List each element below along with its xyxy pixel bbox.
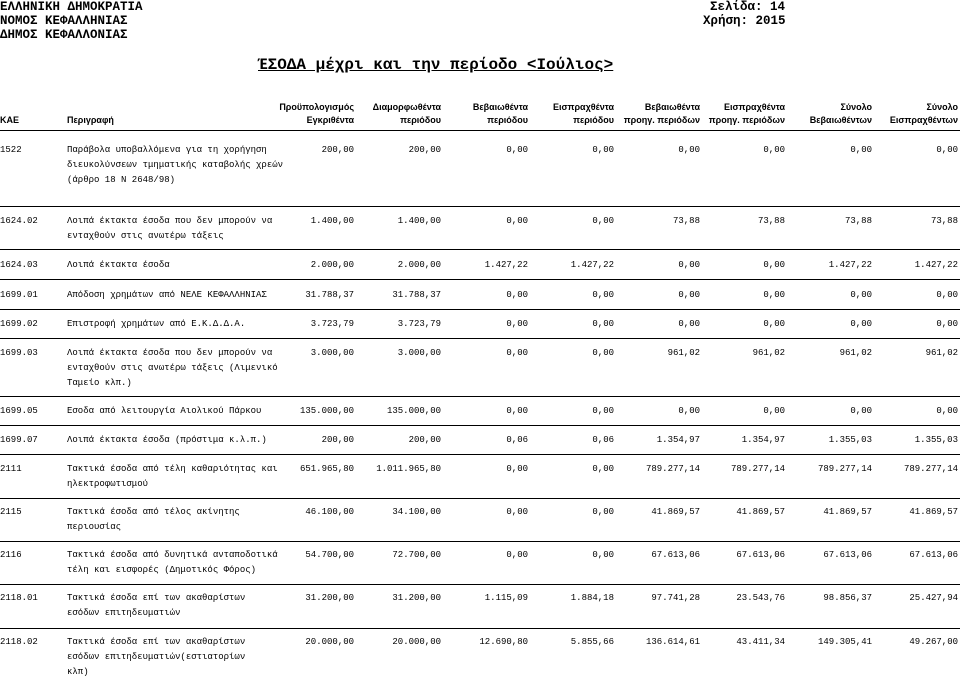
row-kae: 2118.02 [0,637,38,647]
col-header-description: Περιγραφή [67,115,114,125]
cell-budget: 20.000,00 [305,637,354,647]
cell-total-collected: 49.267,00 [909,637,958,647]
cell-total-collected: 0,00 [936,145,958,155]
row-description: Εσοδα από λειτουργία Αιολικού Πάρκου [67,406,262,416]
row-description: Τακτικά έσοδα από τέλη καθαριότητας και ηλεκτροφωτισμού [67,464,278,489]
row-kae: 2118.01 [0,593,38,603]
cell-prev-collected: 73,88 [757,216,785,226]
cell-prev-certified: 789.277,14 [645,464,700,474]
cell-certified: 0,00 [506,348,528,358]
cell-collected: 0,00 [592,145,614,155]
row-separator [0,396,960,397]
cell-prev-collected: 23.543,76 [736,593,785,603]
cell-total-certified: 73,88 [844,216,872,226]
col-header-prev-certified-l2: προηγ. περιόδων [623,115,700,125]
cell-total-collected: 789.277,14 [903,464,958,474]
row-separator [0,309,960,310]
row-separator [0,338,960,339]
cell-budget: 54.700,00 [305,550,354,560]
cell-revised: 2.000,00 [397,260,441,270]
col-header-prev-certified-l1: Βεβαιωθέντα [644,102,700,112]
header-municipality: ΔΗΜΟΣ ΚΕΦΑΛΛΟΝΙΑΣ [0,28,128,42]
cell-prev-certified: 961,02 [667,348,700,358]
row-description: Λοιπά έκτακτα έσοδα που δεν μπορούν να ενταχθούν στις ανωτέρω τάξεις [67,216,273,241]
cell-prev-certified: 97.741,28 [651,593,700,603]
cell-collected: 0,00 [592,319,614,329]
cell-budget: 651.965,80 [299,464,354,474]
cell-prev-certified: 67.613,06 [651,550,700,560]
row-separator [0,584,960,585]
cell-collected: 0,00 [592,550,614,560]
cell-collected: 0,00 [592,464,614,474]
col-header-total-collected-l1: Σύνολο [926,102,958,112]
row-separator [0,279,960,280]
cell-collected: 0,00 [592,507,614,517]
col-header-collected-l1: Εισπραχθέντα [552,102,614,112]
cell-revised: 34.100,00 [392,507,441,517]
row-kae: 1624.02 [0,216,38,226]
row-kae: 1699.02 [0,319,38,329]
cell-total-collected: 1.355,03 [914,435,958,445]
cell-revised: 3.723,79 [397,319,441,329]
cell-certified: 1.115,09 [484,593,528,603]
row-kae: 1699.07 [0,435,38,445]
cell-prev-collected: 789.277,14 [730,464,785,474]
cell-budget: 31.788,37 [305,290,354,300]
cell-prev-certified: 136.614,61 [645,637,700,647]
cell-certified: 0,00 [506,464,528,474]
col-header-prev-collected-l1: Εισπραχθέντα [723,102,785,112]
row-separator [0,541,960,542]
row-description: Λοιπά έκτακτα έσοδα που δεν μπορούν να ενταχθούν στις ανωτέρω τάξεις (Λιμενικό Ταμείο κλπ.) [67,348,278,388]
cell-certified: 0,00 [506,145,528,155]
cell-total-collected: 0,00 [936,290,958,300]
fiscal-year: Χρήση: 2015 [703,14,786,28]
cell-collected: 0,00 [592,348,614,358]
row-kae: 1699.05 [0,406,38,416]
cell-collected: 5.855,66 [570,637,614,647]
cell-total-certified: 0,00 [850,319,872,329]
cell-total-collected: 1.427,22 [914,260,958,270]
cell-prev-collected: 0,00 [763,145,785,155]
cell-prev-collected: 0,00 [763,290,785,300]
cell-revised: 72.700,00 [392,550,441,560]
col-header-prev-collected-l2: προηγ. περιόδων [708,115,785,125]
col-header-budget-l2: Εγκριθέντα [306,115,354,125]
cell-budget: 200,00 [321,435,354,445]
cell-prev-certified: 0,00 [678,406,700,416]
row-kae: 2111 [0,464,22,474]
cell-revised: 20.000,00 [392,637,441,647]
cell-total-certified: 0,00 [850,145,872,155]
cell-total-certified: 789.277,14 [817,464,872,474]
cell-prev-certified: 0,00 [678,145,700,155]
cell-prev-certified: 0,00 [678,319,700,329]
cell-certified: 0,00 [506,319,528,329]
cell-collected: 0,00 [592,216,614,226]
cell-prev-collected: 67.613,06 [736,550,785,560]
cell-prev-collected: 0,00 [763,406,785,416]
cell-total-certified: 1.355,03 [828,435,872,445]
row-kae: 1522 [0,145,22,155]
cell-revised: 31.788,37 [392,290,441,300]
cell-budget: 31.200,00 [305,593,354,603]
cell-revised: 1.011.965,80 [376,464,441,474]
cell-prev-collected: 0,00 [763,319,785,329]
row-separator [0,628,960,629]
row-description: Τακτικά έσοδα επί των ακαθαρίστων εσόδων επιτηδευματιών(εστιατορίων κλπ) [67,637,246,677]
cell-budget: 3.723,79 [310,319,354,329]
col-header-revised-l1: Διαμορφωθέντα [372,102,441,112]
cell-prev-certified: 1.354,97 [656,435,700,445]
header-prefecture: ΝΟΜΟΣ ΚΕΦΑΛΛΗΝΙΑΣ [0,14,128,28]
col-header-certified-l2: περιόδου [487,115,528,125]
cell-prev-collected: 1.354,97 [741,435,785,445]
cell-total-certified: 0,00 [850,290,872,300]
cell-prev-certified: 73,88 [672,216,700,226]
cell-prev-collected: 43.411,34 [736,637,785,647]
cell-collected: 1.427,22 [570,260,614,270]
cell-collected: 1.884,18 [570,593,614,603]
cell-certified: 1.427,22 [484,260,528,270]
cell-budget: 135.000,00 [299,406,354,416]
col-header-certified-l1: Βεβαιωθέντα [472,102,528,112]
row-description: Τακτικά έσοδα επί των ακαθαρίστων εσόδων επιτηδευματιών [67,593,246,618]
row-description: Λοιπά έκτακτα έσοδα (πρόστιμα κ.λ.π.) [67,435,267,445]
row-separator [0,454,960,455]
col-header-revised-l2: περιόδου [400,115,441,125]
row-kae: 1699.03 [0,348,38,358]
row-description: Απόδοση χρημάτων από ΝΕΛΕ ΚΕΦΑΛΛΗΝΙΑΣ [67,290,267,300]
cell-revised: 135.000,00 [386,406,441,416]
cell-total-collected: 961,02 [925,348,958,358]
cell-budget: 200,00 [321,145,354,155]
report-title: ΈΣΟΔΑ μέχρι και την περίοδο <Ιούλιος> [258,56,614,74]
cell-prev-certified: 0,00 [678,260,700,270]
cell-total-certified: 41.869,57 [823,507,872,517]
row-kae: 2116 [0,550,22,560]
cell-certified: 0,00 [506,406,528,416]
cell-prev-collected: 0,00 [763,260,785,270]
col-header-collected-l2: περιόδου [573,115,614,125]
cell-total-collected: 41.869,57 [909,507,958,517]
row-description: Τακτικά έσοδα από δυνητικά ανταποδοτικά τέλη και εισφορές (Δημοτικός Φόρος) [67,550,278,575]
row-separator [0,249,960,250]
header-country: ΕΛΛΗΝΙΚΗ ΔΗΜΟΚΡΑΤΙΑ [0,0,143,14]
cell-budget: 3.000,00 [310,348,354,358]
cell-total-collected: 73,88 [930,216,958,226]
cell-total-certified: 98.856,37 [823,593,872,603]
row-description: Τακτικά έσοδα από τέλος ακίνητης περιουσίας [67,507,240,532]
cell-revised: 31.200,00 [392,593,441,603]
row-kae: 1699.01 [0,290,38,300]
cell-certified: 0,06 [506,435,528,445]
col-header-kae: ΚΑΕ [0,115,20,125]
cell-certified: 0,00 [506,216,528,226]
col-header-total-certified-l1: Σύνολο [840,102,872,112]
cell-revised: 200,00 [408,435,441,445]
header-rule [0,130,960,131]
cell-total-certified: 149.305,41 [817,637,872,647]
cell-budget: 46.100,00 [305,507,354,517]
col-header-budget-l1: Προϋπολογισμός [279,102,354,112]
cell-total-collected: 25.427,94 [909,593,958,603]
cell-budget: 2.000,00 [310,260,354,270]
row-separator [0,498,960,499]
row-kae: 2115 [0,507,22,517]
cell-total-certified: 0,00 [850,406,872,416]
cell-total-collected: 0,00 [936,406,958,416]
row-separator [0,206,960,207]
page-number: Σελίδα: 14 [710,0,786,14]
cell-revised: 3.000,00 [397,348,441,358]
cell-total-collected: 67.613,06 [909,550,958,560]
cell-budget: 1.400,00 [310,216,354,226]
row-separator [0,425,960,426]
cell-total-certified: 67.613,06 [823,550,872,560]
row-description: Επιστροφή χρημάτων από Ε.Κ.Δ.Δ.Α. [67,319,246,329]
row-kae: 1624.03 [0,260,38,270]
cell-total-certified: 1.427,22 [828,260,872,270]
cell-prev-certified: 41.869,57 [651,507,700,517]
cell-revised: 1.400,00 [397,216,441,226]
cell-revised: 200,00 [408,145,441,155]
cell-collected: 0,00 [592,290,614,300]
cell-prev-collected: 961,02 [752,348,785,358]
cell-certified: 0,00 [506,507,528,517]
cell-prev-certified: 0,00 [678,290,700,300]
cell-certified: 0,00 [506,550,528,560]
row-description: Λοιπά έκτακτα έσοδα [67,260,170,270]
cell-total-certified: 961,02 [839,348,872,358]
col-header-total-collected-l2: Εισπραχθέντων [889,115,958,125]
cell-certified: 12.690,80 [479,637,528,647]
row-description: Παράβολα υποβαλλόμενα για τη χορήγηση διευκολύνσεων τμηματικής καταβολής χρεών (άρθρο 18 Ν 2648/98) [67,145,284,185]
cell-certified: 0,00 [506,290,528,300]
cell-collected: 0,06 [592,435,614,445]
cell-total-collected: 0,00 [936,319,958,329]
col-header-total-certified-l2: Βεβαιωθέντων [809,115,872,125]
cell-collected: 0,00 [592,406,614,416]
cell-prev-collected: 41.869,57 [736,507,785,517]
